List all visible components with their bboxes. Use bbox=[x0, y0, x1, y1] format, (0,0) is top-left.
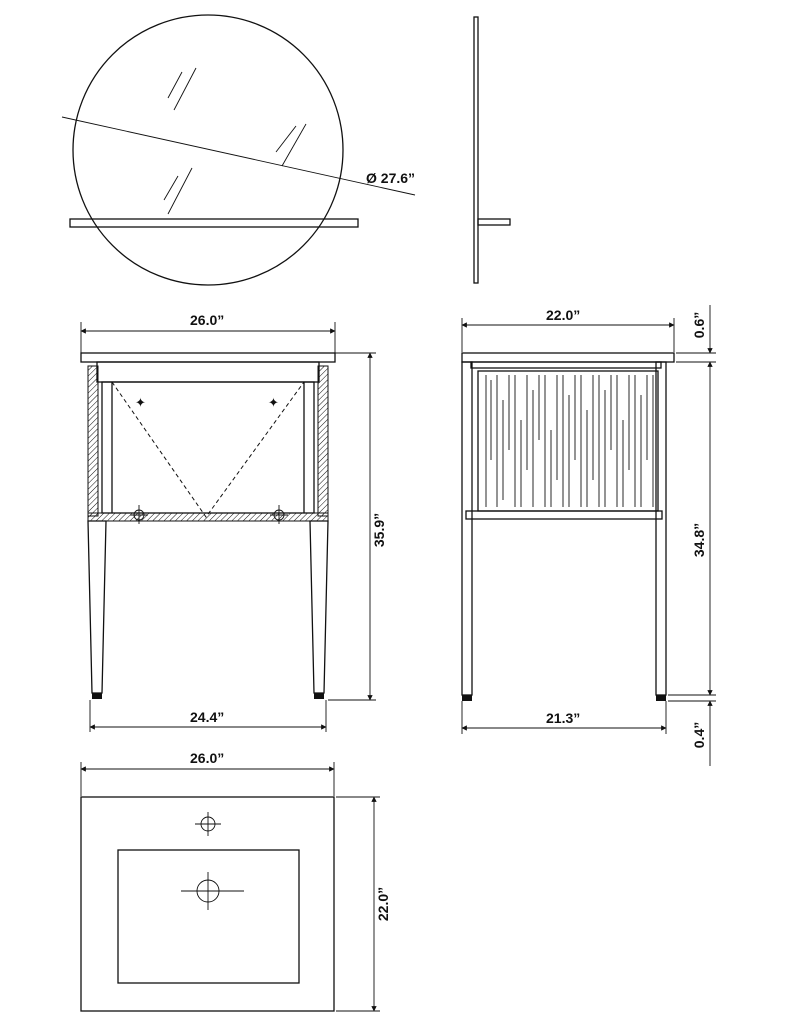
front-left-leg bbox=[88, 521, 106, 693]
vanity-side-view bbox=[462, 305, 716, 766]
side-top-thickness-label: 0.6” bbox=[691, 311, 707, 339]
front-width-label: 26.0” bbox=[190, 312, 225, 328]
mirror-diameter-line bbox=[62, 117, 415, 195]
countertop-outline bbox=[81, 797, 334, 1011]
side-countertop bbox=[462, 353, 674, 362]
mirror-side-shelf bbox=[478, 219, 510, 225]
side-fluted-panel bbox=[478, 371, 658, 511]
mirror-front-view bbox=[62, 15, 415, 285]
side-body-height-label: 34.8” bbox=[691, 522, 707, 558]
fluted-texture bbox=[486, 375, 653, 507]
front-leg-span-label: 24.4” bbox=[190, 709, 225, 725]
front-frame-top bbox=[97, 362, 319, 382]
side-front-foot bbox=[462, 695, 472, 701]
side-bottom-rail bbox=[466, 511, 662, 519]
mirror-circle bbox=[73, 15, 343, 285]
front-countertop bbox=[81, 353, 335, 362]
hinge-icon-left: ✦ bbox=[135, 396, 146, 411]
vanity-top-view bbox=[81, 750, 391, 1011]
top-width-label: 26.0” bbox=[190, 750, 225, 766]
front-left-foot bbox=[92, 693, 102, 699]
side-depth-label: 22.0” bbox=[546, 307, 581, 323]
drain-hole-icon bbox=[181, 872, 244, 910]
side-foot-label: 0.4” bbox=[691, 721, 707, 749]
faucet-hole-icon bbox=[195, 812, 221, 836]
mirror-side-profile bbox=[474, 17, 478, 283]
front-right-panel bbox=[318, 366, 328, 516]
front-left-panel bbox=[88, 366, 98, 516]
side-front-leg bbox=[462, 362, 472, 695]
side-leg-span-label: 21.3” bbox=[546, 710, 581, 726]
front-right-foot bbox=[314, 693, 324, 699]
glass-reflection-marks bbox=[164, 68, 306, 214]
front-bottom-shelf bbox=[88, 513, 328, 521]
vanity-front-view bbox=[81, 312, 387, 732]
hinge-icon-right: ✦ bbox=[268, 396, 279, 411]
top-depth-label: 22.0” bbox=[375, 886, 391, 922]
mirror-shelf bbox=[70, 219, 358, 227]
mirror-side-view bbox=[474, 17, 510, 283]
front-cabinet-box bbox=[102, 382, 314, 513]
side-back-foot bbox=[656, 695, 666, 701]
front-right-leg bbox=[310, 521, 328, 693]
mirror-diameter-label: Ø 27.6” bbox=[366, 170, 416, 186]
sink-basin bbox=[118, 850, 299, 983]
front-height-label: 35.9” bbox=[371, 512, 387, 548]
